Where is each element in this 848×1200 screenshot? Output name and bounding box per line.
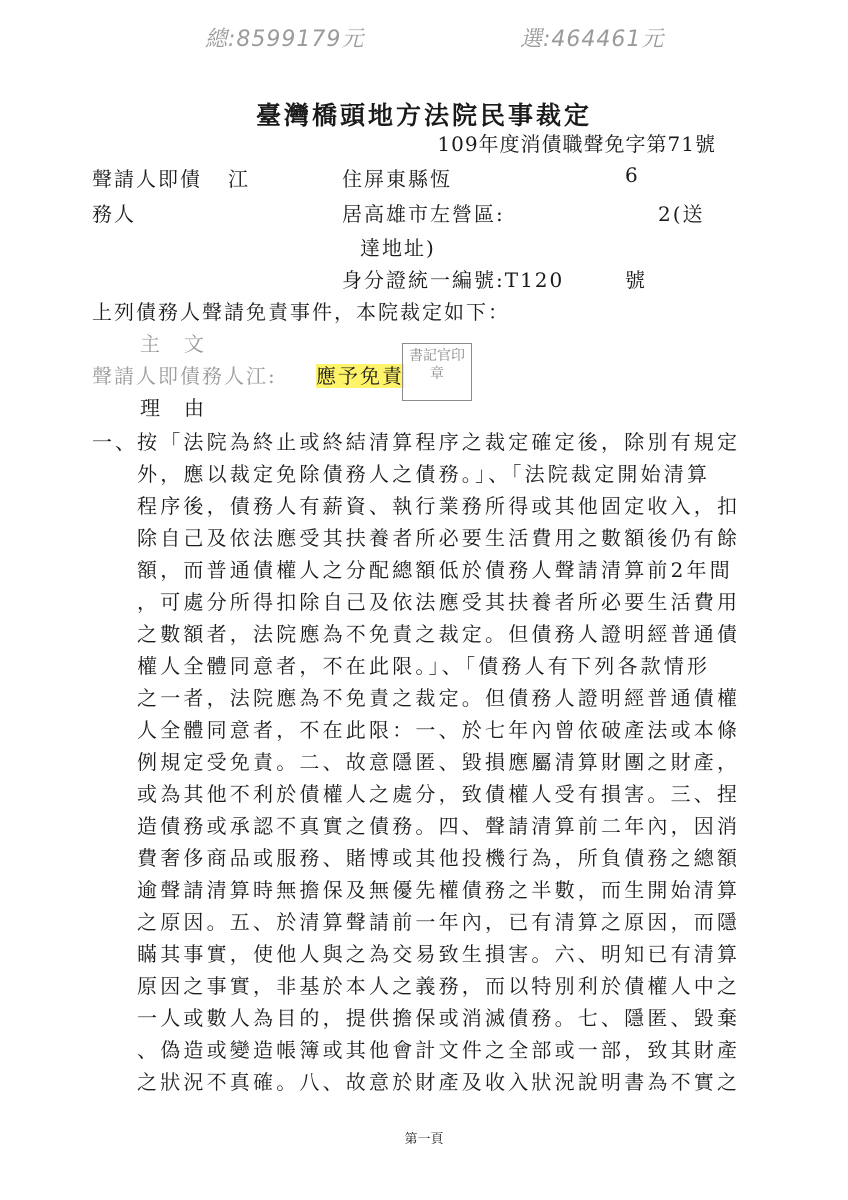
reason-line: 、偽造或變造帳簿或其他會計文件之全部或一部，致其財產 <box>137 1038 741 1062</box>
reason-line: 造債務或承認不真實之債務。四、聲請清算前二年內，因消 <box>137 814 741 838</box>
reason-line: 之狀況不真確。八、故意於財產及收入狀況說明書為不實之 <box>137 1070 741 1094</box>
document-title: 臺灣橋頭地方法院民事裁定 <box>255 101 592 130</box>
reason-line: 之原因。五、於清算聲請前一年內，已有清算之原因，而隱 <box>137 910 741 934</box>
reason-heading: 理 由 <box>140 396 206 420</box>
reason-line: 之一者，法院應為不免責之裁定。但債務人證明經普通債權 <box>137 686 741 710</box>
reason-line: 人全體同意者，不在此限：一、於七年內曾依破產法或本條 <box>137 718 741 742</box>
reason-line: 原因之事實，非基於本人之義務，而以特別利於債權人中之 <box>137 974 741 998</box>
id-number-label: 身分證統一編號:T120 <box>342 268 565 292</box>
reason-line: 按「法院為終止或終結清算程序之裁定確定後，除別有規定 <box>137 430 741 454</box>
reason-line: 外，應以裁定免除債務人之債務。」、「法院裁定開始清算 <box>137 462 711 486</box>
address2-end: 2(送 <box>658 202 705 226</box>
clerk-seal-stamp: 書記官印章 <box>402 343 472 401</box>
reason-line: 額，而普通債權人之分配總額低於債務人聲請清算前2年間 <box>137 558 733 582</box>
reason-line: 瞞其事實，使他人與之為交易致生損害。六、明知已有清算 <box>137 942 741 966</box>
address2-label: 居高雄市左營區: <box>342 202 505 226</box>
reason-line: 逾聲請清算時無擔保及無優先權債務之半數，而生開始清算 <box>137 878 741 902</box>
reason-line: 或為其他不利於債權人之處分，致債權人受有損害。三、捏 <box>137 782 741 806</box>
reason-line: 之數額者，法院應為不免責之裁定。但債務人證明經普通債 <box>137 622 741 646</box>
page-footer: 第一頁 <box>404 1132 444 1147</box>
main-text-highlight <box>316 360 404 389</box>
handwritten-total-note: 總:8599179元 <box>205 27 365 52</box>
id-number-suffix: 號 <box>625 268 647 292</box>
main-text-prefix: 聲請人即債務人江: <box>92 364 277 388</box>
address1-label: 住屏東縣恆 <box>342 167 452 191</box>
main-heading: 主 文 <box>140 332 206 356</box>
party-role-line2: 務人 <box>92 202 136 226</box>
reason-line: 除自己及依法應受其扶養者所必要生活費用之數額後仍有餘 <box>137 526 741 550</box>
intro-line: 上列債務人聲請免責事件，本院裁定如下： <box>92 300 510 324</box>
reason-line: 權人全體同意者，不在此限。」、「債務人有下列各款情形 <box>137 654 711 678</box>
address1-end: 6 <box>625 163 640 187</box>
reason-line: 一人或數人為目的，提供擔保或消滅債務。七、隱匿、毀棄 <box>137 1006 741 1030</box>
reason-line: 費奢侈商品或服務、賭博或其他投機行為，所負債務之總額 <box>137 846 741 870</box>
reason-number: 一、 <box>92 430 138 454</box>
party-role-line1: 聲請人即債 <box>92 167 202 191</box>
reason-line: 例規定受免責。二、故意隱匿、毀損應屬清算財團之財產， <box>137 750 741 774</box>
handwritten-selected-note: 選:464461元 <box>520 27 665 52</box>
highlighted-ruling: 應予免責 <box>316 364 404 388</box>
reason-line: ，可處分所得扣除自己及依法應受其扶養者所必要生活費用 <box>137 590 741 614</box>
case-number: 109年度消債職聲免字第71號 <box>437 132 716 156</box>
address2-continued: 達地址) <box>360 236 436 260</box>
reason-line: 程序後，債務人有薪資、執行業務所得或其他固定收入，扣 <box>137 494 741 518</box>
party-name: 江 <box>228 167 250 191</box>
